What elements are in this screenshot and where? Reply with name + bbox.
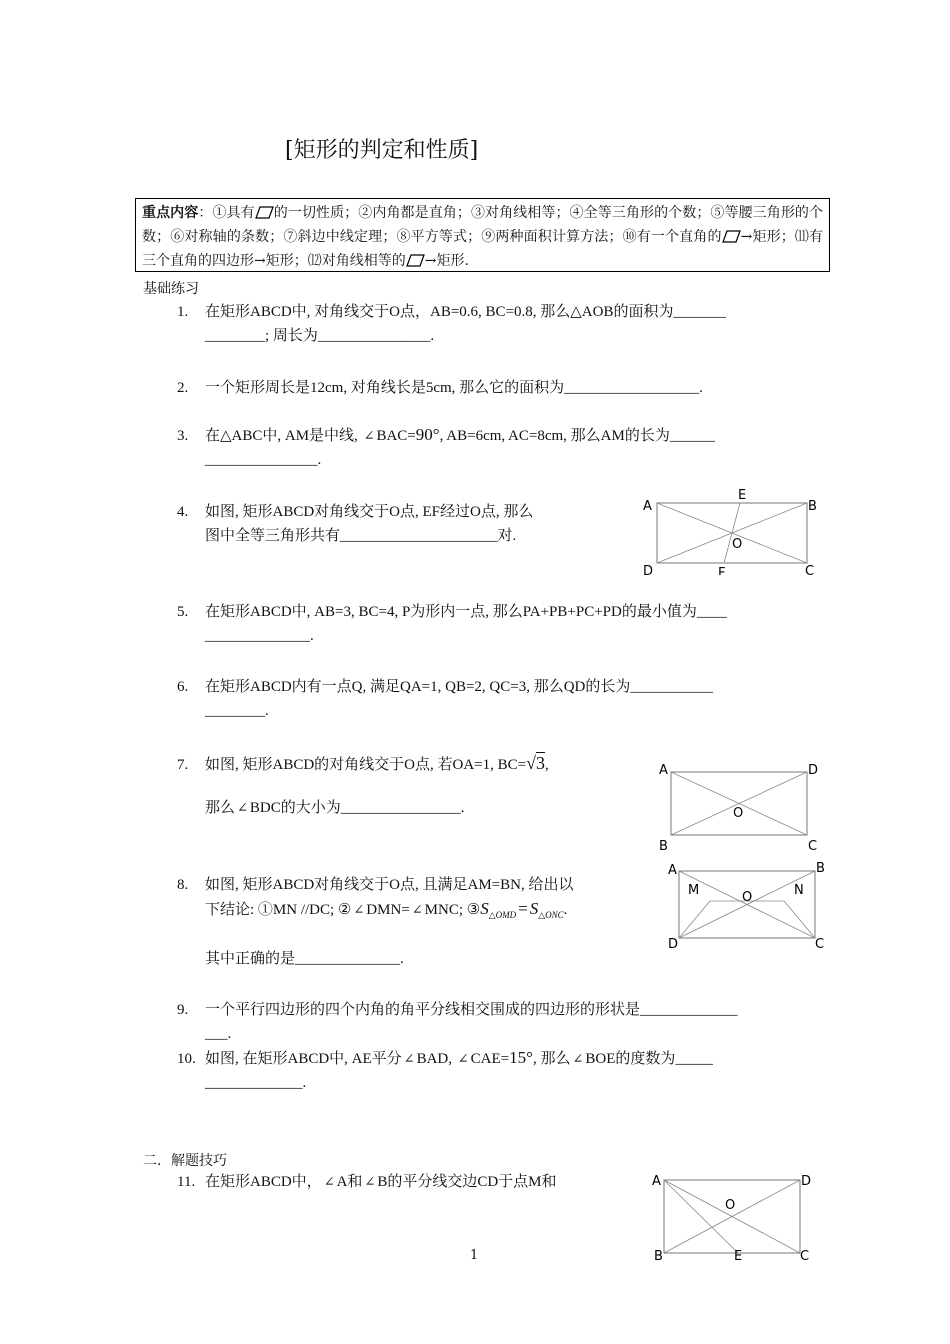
fig11-label-o: O	[725, 1198, 736, 1213]
fig7-label-o: O	[733, 806, 744, 821]
fig4-label-e: E	[738, 488, 747, 503]
section-problem-techniques: 二．解题技巧	[143, 1153, 227, 1169]
fig7-label-d: D	[808, 763, 819, 778]
question-4: 4. 如图, 矩形ABCD对角线交于O点, EF经过O点, 那么 图中全等三角形共有_____________________对.	[177, 504, 534, 544]
figure-8	[660, 858, 830, 952]
question-3-line2: _______________.	[205, 452, 322, 468]
section-basic-practice: 基础练习	[143, 281, 199, 297]
angle-value: 90°	[415, 425, 440, 444]
fig8-label-b: B	[816, 861, 825, 876]
key-points-text-b: 的一切性质；②内角都是直角；③对角线相等；④全等三角形的个数；⑤等腰三角形的个数；⑥对称轴的条数；⑦斜边中线定理；⑧平方等式；⑨两种面积计算方法；⑩有一个直角的	[142, 205, 824, 245]
question-1-line2: ________; 周长为_______________.	[205, 328, 435, 344]
question-8-line3: 其中正确的是______________.	[205, 951, 404, 967]
question-8: 8. 如图, 矩形ABCD对角线交于O点, 且满足AM=BN, 给出以 下结论: ①MN //DC; ② ∠ DMN= ∠ MNC; $③S_{\triangle OMD} = S_{\triangle ONC}$.	[177, 877, 574, 920]
question-1-line1: 在矩形ABCD中, 对角线交于O点，AB=0.6, BC=0.8, 那么△AOB的面积为_______	[205, 304, 726, 320]
page-number: 1	[470, 1248, 479, 1263]
fig4-label-d: D	[643, 564, 654, 575]
question-5: 5. 在矩形ABCD中, AB=3, BC=4, P为形内一点, 那么PA+PB+PC+PD的最小值为____ ______________.	[177, 604, 727, 644]
angle-icon: ∠	[323, 1174, 335, 1189]
figure-7	[655, 760, 825, 854]
question-7-line2: 那么 ∠ BDC的大小为________________.	[205, 796, 465, 820]
angle-icon: ∠	[572, 1051, 584, 1066]
angle-icon: ∠	[457, 1051, 469, 1066]
fig11-label-b: B	[654, 1249, 663, 1260]
fig4-label-a: A	[643, 499, 652, 514]
question-2-line1: 一个矩形周长是12cm, 对角线长是5cm, 那么它的面积为__________________.	[205, 380, 703, 396]
fig8-label-o: O	[742, 890, 753, 905]
fig4-label-c: C	[805, 564, 815, 575]
question-11: 11. 在矩形ABCD中， ∠ A和 ∠ B的平分线交边CD于点M和	[177, 1170, 557, 1194]
key-points-text-c: →矩形；⑾有三个直角的四边形→矩形；⑿对角线相等的	[142, 229, 824, 269]
question-2: 2. 一个矩形周长是12cm, 对角线长是5cm, 那么它的面积为__________________.	[177, 380, 703, 396]
key-points-box	[135, 198, 830, 272]
question-3: 3. 在△ABC中, AM是中线, ∠ BAC=90°, AB=6cm, AC=8cm, 那么AM的长为______ _______________.	[177, 425, 715, 468]
fig7-label-a: A	[659, 763, 668, 778]
figure-11	[648, 1168, 818, 1264]
fig8-label-m: M	[688, 883, 700, 898]
fig4-label-o: O	[732, 537, 743, 552]
question-9: 9. 一个平行四边形的四个内角的角平分线相交围成的四边形的形状是_____________ ___.	[177, 1002, 738, 1042]
question-1: 1. 在矩形ABCD中, 对角线交于O点，AB=0.6, BC=0.8, 那么△AOB的面积为_______ ________; 周长为_______________.	[177, 304, 726, 344]
question-7: 7. 如图, 矩形ABCD的对角线交于O点, 若OA=1, BC=√3,	[177, 753, 549, 773]
fig8-label-a: A	[668, 863, 677, 878]
sqrt-icon: √	[526, 753, 536, 773]
question-6: 6. 在矩形ABCD内有一点Q, 满足QA=1, QB=2, QC=3, 那么QD的长为___________ ________.	[177, 679, 713, 719]
fig4-label-b: B	[808, 499, 817, 514]
parallelogram-icon	[406, 254, 425, 267]
angle-icon: ∠	[353, 902, 365, 917]
fig11-label-e: E	[734, 1249, 743, 1260]
parallelogram-icon	[722, 230, 741, 243]
fig4-label-f: F	[718, 566, 726, 575]
angle-icon: ∠	[411, 902, 423, 917]
question-10: 10. 如图, 在矩形ABCD中, AE平分 ∠ BAD, ∠ CAE=15°, 那么 ∠ BOE的度数为_____ _____________.	[177, 1048, 713, 1091]
fig8-label-d: D	[668, 937, 679, 948]
angle-icon: ∠	[364, 1174, 376, 1189]
fig8-label-c: C	[815, 937, 825, 948]
angle-icon: ∠	[363, 428, 375, 443]
parallelogram-icon	[255, 206, 274, 219]
figure-4	[640, 485, 820, 579]
angle-icon: ∠	[237, 800, 248, 815]
key-points-text-d: →矩形.	[424, 253, 469, 269]
page-title: [矩形的判定和性质]	[285, 138, 479, 163]
angle-icon: ∠	[403, 1051, 415, 1066]
fig7-label-c: C	[808, 839, 818, 850]
fig8-label-n: N	[794, 883, 804, 898]
fig11-label-a: A	[652, 1174, 661, 1189]
fig11-label-c: C	[800, 1249, 810, 1260]
key-points-label: 重点内容	[142, 205, 199, 221]
fig11-label-d: D	[801, 1174, 812, 1189]
key-points-text-a: ：①具有	[198, 205, 255, 221]
fig7-label-b: B	[659, 839, 668, 850]
